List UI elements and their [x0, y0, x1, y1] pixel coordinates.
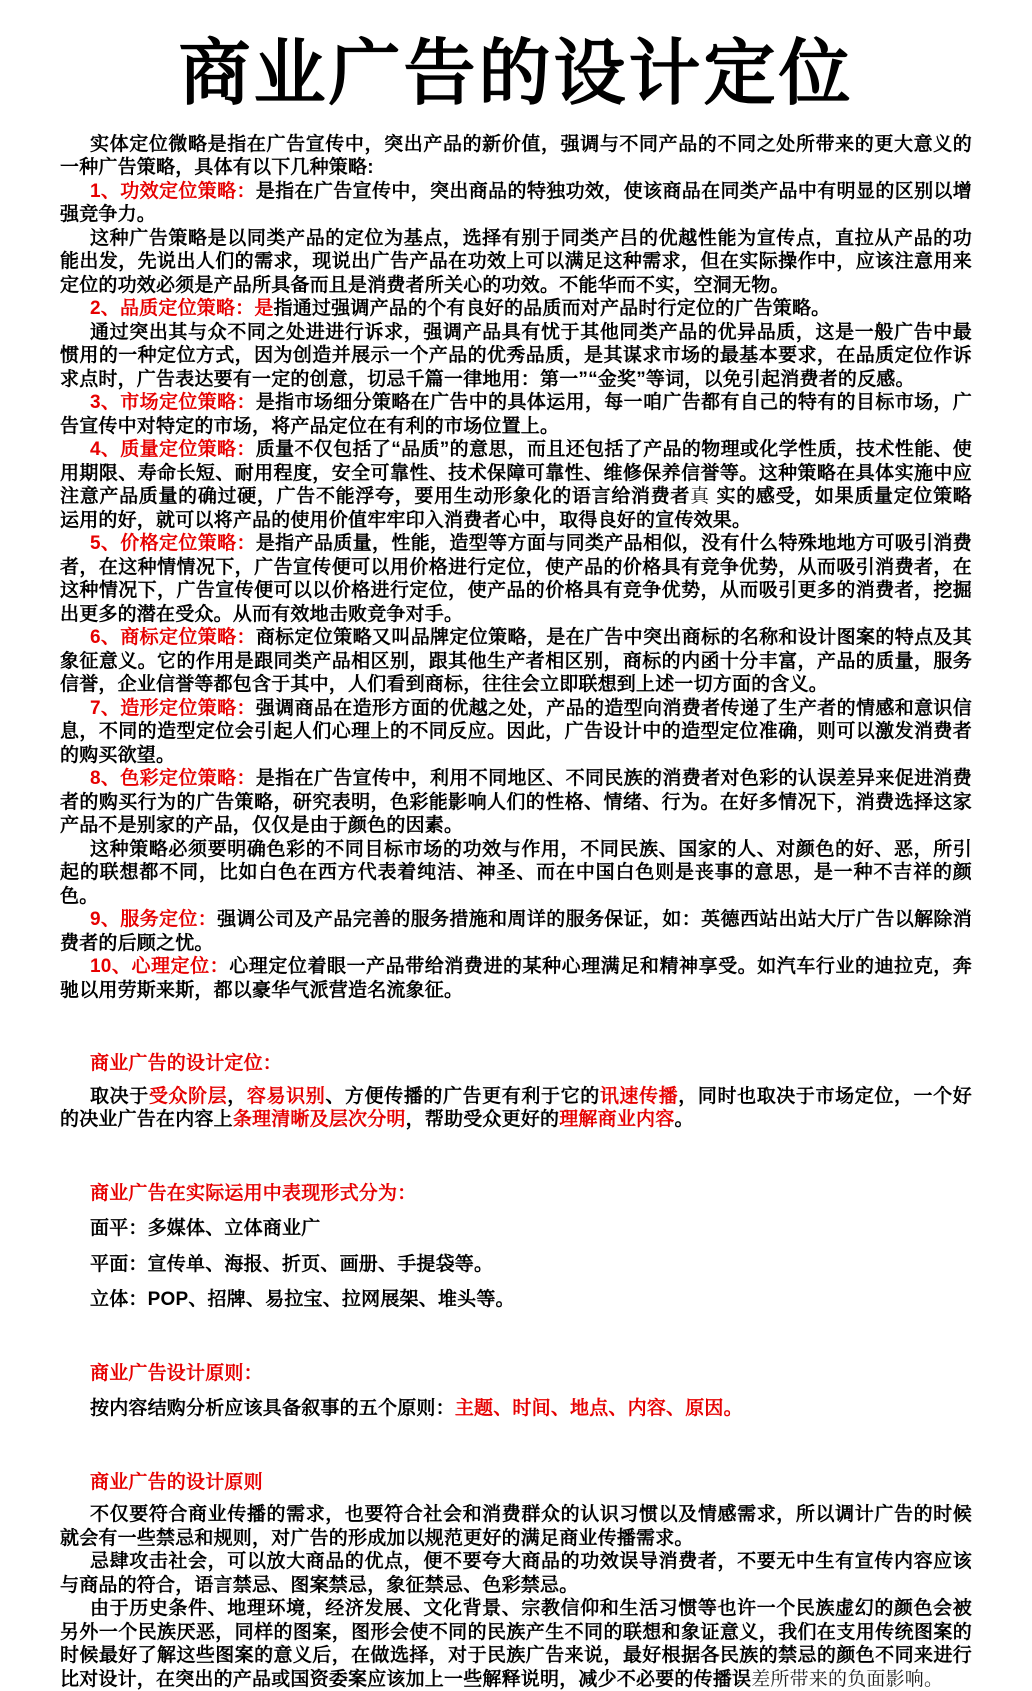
paragraph	[60, 297, 972, 321]
text-segment: ，同时也取决于市场定位，一个好的决业广告在内容上	[60, 1085, 972, 1131]
paragraph	[60, 133, 972, 180]
text-segment: 是指市场细分策略在广告中的具体运用，每一咱广告都有自己的特有的目标市场，广告宣传中对特定的市场，将产品定位在有利的市场位置上。	[60, 392, 972, 437]
highlighted-text: 商业广告设计原则：	[90, 1362, 263, 1384]
text-segment: 商标定位策略又叫品牌定位策略，是在广告中突出商标的名称和设计图案的特点及其象征意义。它的作用是跟同类产品相区别，跟其他生产者相区别，商标的内函十分丰富，产品的质量，服务信誉，企业信誉等都包含于其中，人们看到商标，往往会立即联想到上述一切方面的含义。	[60, 627, 972, 696]
paragraph	[60, 1253, 972, 1277]
paragraph	[60, 1288, 972, 1312]
highlighted-text: 7、造形定位策略：	[90, 697, 256, 719]
paragraph	[60, 908, 972, 955]
text-segment: 、方便传播的广告更有利于它的	[325, 1085, 600, 1107]
text-segment: 面平：多媒体、立体商业广	[90, 1218, 321, 1240]
highlighted-text: 条理清晰及层次分明	[232, 1109, 406, 1131]
paragraph	[60, 626, 972, 697]
text-segment: 。	[674, 1109, 694, 1131]
paragraph	[60, 391, 972, 438]
text-segment: 真	[690, 485, 717, 508]
highlighted-text: 讯速传播	[599, 1085, 679, 1107]
highlighted-text: 商业广告在实际运用中表现形式分为：	[90, 1182, 417, 1204]
text-segment: 通过突出其与众不同之处进进行诉求，强调产品具有忧于其他同类产品的优异品质，这是一般广告中最惯用的一种定位方式，因为创造并展示一个产品的优秀品质，是其谋求市场的最基本要求，在品质定位作诉求点时，广告表达要有一定的创意，切忌千篇一律地用：第一”“金奖”等词，以免引起消费者的反感。	[60, 321, 972, 390]
paragraph	[60, 838, 972, 909]
text-segment: 按内容结购分析应该具备叙事的五个原则：	[90, 1398, 455, 1420]
highlighted-text: 理解商业内容	[559, 1109, 675, 1131]
text-segment: 实体定位微略是指在广告宣传中，突出产品的新价值，强调与不同产品的不同之处所带来的更大意义的一种广告策略，具体有以下几种策略:	[60, 133, 972, 179]
text-segment: 是指在广告宣传中，突出商品的特独功效，使该商品在同类产品中有明显的区别以增强竞争力。	[60, 180, 972, 226]
section-heading	[60, 1052, 972, 1076]
paragraph	[60, 1217, 972, 1241]
highlighted-text: 2、品质定位策略：是	[90, 298, 274, 320]
highlighted-text: 受众阶层	[148, 1085, 228, 1107]
highlighted-text: 5、价格定位策略：	[90, 533, 256, 555]
paragraph	[60, 321, 972, 392]
paragraph	[60, 1397, 972, 1421]
text-segment: 是指产品质量，性能，造型等方面与同类产品相似，没有什么特殊地地方可吸引消费者，在这种情情况下，广告宣传便可以用价格进行定位，使产品的价格具有竞争优势，从而吸引消费者，在这种情况下，广告宣传便可以以价格进行定位，使产品的价格具有竞争优势，从而吸引更多的消费者，挖掘出更多的潜在受众。从而有效地击败竞争对手。	[60, 533, 972, 625]
section-heading	[60, 1471, 972, 1495]
text-segment: 实的感受，如果质量定位策略 运用的好，就可以将产品的使用价值牢牢印入消费者心中，取得良好的宣传效果。	[60, 486, 972, 531]
text-segment: 由于历史条件、地理环境，经济发展、文化背景、宗教信仰和生活习惯等也许一个民族虚幻的颜色会被另外一个民族厌恶，同样的图案，图形会使不同的民族产生不同的联想和象证意义，我们在支用传统图案的时候最好了解这些图案的意义后，在做选择，对于民族广告来说，最好根据各民族的禁忌的颜色不同来进行比对设计，在突出的产品或国资委案应该加上一些解释说明，减少不必要的传播误	[60, 1598, 972, 1690]
text-segment: 是指在广告宣传中，利用不同地区、不同民族的消费者对色彩的认误差异来促进消费者的购买行为的广告策略，研究表明，色彩能影响人们的性格、情绪、行为。在好多情况下，消费选择这家产品不是别家的产品，仅仅是由于颜色的因素。	[60, 768, 972, 837]
highlighted-text: 8、色彩定位策略：	[90, 768, 256, 790]
paragraph	[60, 1503, 972, 1550]
document-body	[60, 133, 972, 1691]
text-segment: 质量不仅包括了“品质”的意思，而且还包括了产品的物理或化学性质，技术性能、使用期限、寿命长短、耐用程度，安全可靠性、技术保障可靠性、维修保养信誉等。这种策略在具体实施中应注意产品质量的确过硬，广告不能浮夸，要用生动形象化的语言给消费者	[60, 439, 972, 508]
text-segment: 强调公司及产品完善的服务措施和周详的服务保证，如：英德西站出站大厅广告以解除消费者的后顾之忧。	[60, 909, 972, 954]
text-segment: 平面：宣传单、海报、折页、画册、手提袋等。	[90, 1253, 494, 1275]
text-segment: 这种广告策略是以同类产品的定位为基点，选择有别于同类产吕的优越性能为宣传点，直拉从产品的功能出发，先说出人们的需求，现说出广告产品在功效上可以满足这种需求，但在实际操作中，应该注意用来定位的功效必须是产品所具备而且是消费者所关心的功效。不能华而不实，空洞无物。	[60, 227, 972, 296]
highlighted-text: 1、功效定位策略：	[90, 180, 256, 202]
paragraph	[60, 1085, 972, 1132]
text-segment: 这种策略必须要明确色彩的不同目标市场的功效与作用，不同民族、国家的人、对颜色的好、恶，所引起的联想都不同，比如白色在西方代表着纯洁、神圣、而在中国白色则是丧事的意思，是一种不吉祥的颜色。	[60, 838, 972, 907]
highlighted-text: 6、商标定位策略：	[90, 627, 256, 649]
text-segment: 立体：POP、招牌、易拉宝、拉网展架、堆头等。	[90, 1289, 515, 1311]
text-segment: 心理定位着眼一产品带给消费进的某种心理满足和精神享受。如汽车行业的迪拉克，奔驰以用劳斯来斯，都以豪华气派营造名流象征。	[60, 956, 973, 1001]
paragraph	[60, 697, 972, 768]
paragraph	[60, 767, 972, 838]
paragraph	[60, 438, 972, 532]
text-segment: 差所带来的负面影响。	[751, 1667, 944, 1690]
paragraph	[60, 532, 972, 626]
highlighted-text: 9、服务定位：	[90, 909, 218, 931]
highlighted-text: 主题、时间、地点、内容、原因。	[454, 1398, 743, 1420]
highlighted-text: 4、质量定位策略：	[90, 439, 256, 461]
section-heading	[60, 1362, 972, 1386]
section-heading	[60, 1182, 972, 1206]
text-segment: ，	[227, 1085, 247, 1107]
paragraph	[60, 180, 972, 227]
text-segment: ，帮助受众更好的	[405, 1109, 560, 1131]
paragraph	[60, 1597, 972, 1691]
paragraph	[60, 1550, 972, 1597]
highlighted-text: 商业广告的设计原则	[90, 1471, 263, 1493]
text-segment: 不仅要符合商业传播的需求，也要符合社会和消费群众的认识习惯以及情感需求，所以调计广告的时候就会有一些禁忌和规则，对广告的形成加以规范更好的满足商业传播需求。	[60, 1504, 972, 1549]
highlighted-text: 容易识别	[246, 1085, 326, 1107]
text-segment: 忌肆攻击社会，可以放大商品的优点，便不要夸大商品的功效误导消费者，不要无中生有宣传内容应该与商品的符合，语言禁忌、图案禁忌，象征禁忌、色彩禁忌。	[60, 1551, 972, 1596]
page-title: 商业广告的设计定位	[178, 30, 854, 115]
highlighted-text: 10、心理定位：	[90, 956, 230, 978]
paragraph	[60, 955, 972, 1002]
text-segment: 强调商品在造形方面的优越之处，产品的造型向消费者传递了生产者的情感和意识信息，不同的造型定位会引起人们心理上的不同反应。因此，广告设计中的造型定位准确，则可以激发消费者的购买欲望。	[60, 697, 972, 766]
text-segment: 取决于	[90, 1085, 149, 1107]
text-segment: 指通过强调产品的个有良好的品质而对产品时行定位的广告策略。	[273, 298, 831, 320]
paragraph	[60, 227, 972, 298]
highlighted-text: 3、市场定位策略：	[90, 392, 256, 414]
highlighted-text: 商业广告的设计定位：	[90, 1053, 283, 1075]
